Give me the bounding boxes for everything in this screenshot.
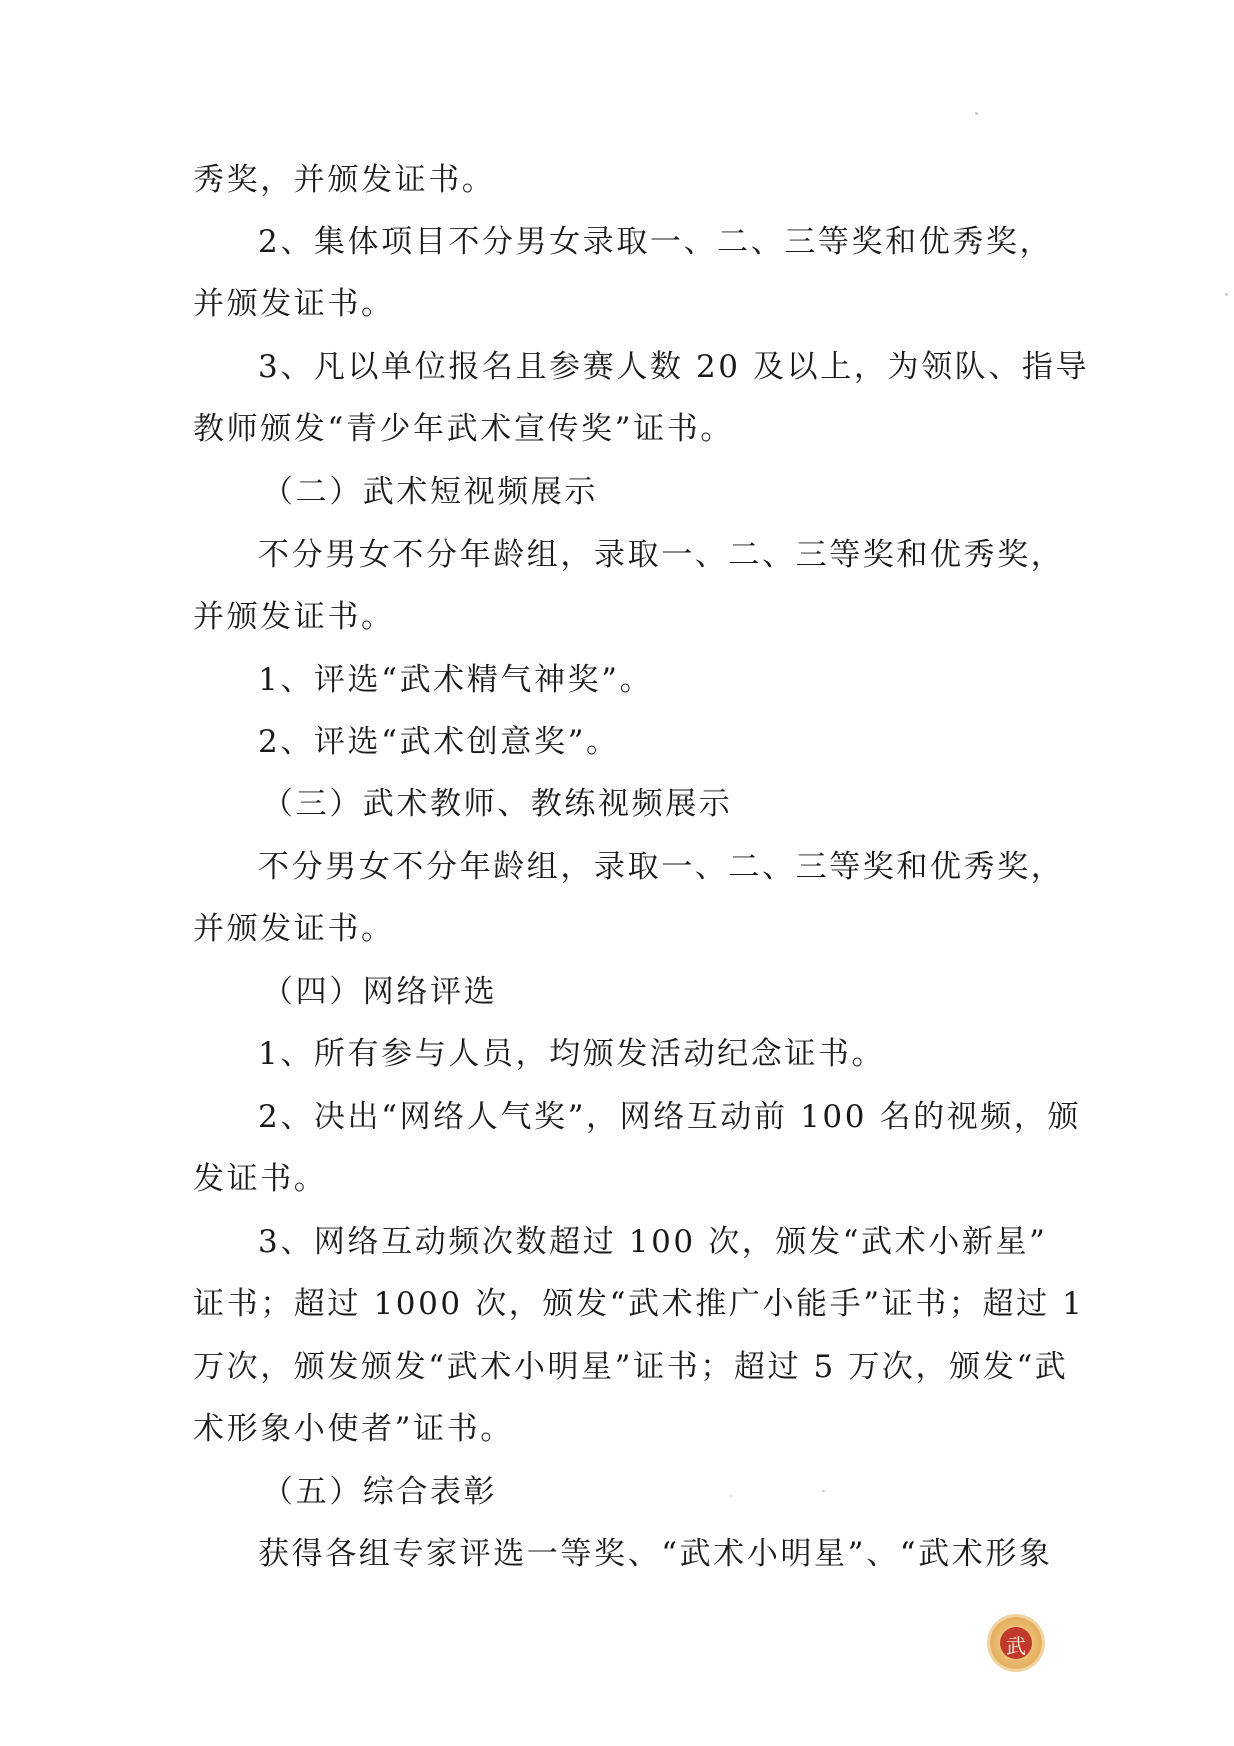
text-line: 秀奖，并颁发证书。 — [193, 162, 496, 198]
seal-stamp-icon — [990, 1617, 1042, 1669]
text-line: 1、所有参与人员，均颁发活动纪念证书。 — [258, 1036, 886, 1072]
text-line: 并颁发证书。 — [193, 599, 395, 635]
text-line: 不分男女不分年龄组，录取一、二、三等奖和优秀奖， — [258, 537, 1065, 573]
text-line: 2、决出“网络人气奖”，网络互动前 100 名的视频，颁 — [258, 1099, 1082, 1135]
text-line: 并颁发证书。 — [193, 911, 395, 947]
text-line: 证书；超过 1000 次，颁发“武术推广小能手”证书；超过 1 — [193, 1286, 1085, 1322]
text-line: 教师颁发“青少年武术宣传奖”证书。 — [193, 411, 734, 447]
scan-speck — [822, 1490, 825, 1492]
text-line: 获得各组专家评选一等奖、“武术小明星”、“武术形象 — [258, 1536, 1053, 1572]
seal-glyph: 武 — [1006, 1634, 1026, 1658]
seal-stamp-center — [1000, 1627, 1032, 1659]
text-line: 发证书。 — [193, 1161, 328, 1197]
text-line: 1、评选“武术精气神奖”。 — [258, 662, 654, 698]
text-line: 2、评选“武术创意奖”。 — [258, 724, 620, 760]
section-heading: （三）武术教师、教练视频展示 — [262, 786, 733, 822]
scan-speck — [1225, 293, 1228, 296]
text-line: 2、集体项目不分男女录取一、二、三等奖和优秀奖， — [258, 224, 1054, 260]
text-line: 万次，颁发颁发“武术小明星”证书；超过 5 万次，颁发“武 — [193, 1349, 1069, 1385]
text-line: 3、凡以单位报名且参赛人数 20 及以上，为领队、指导 — [258, 349, 1090, 385]
text-line: 术形象小使者”证书。 — [193, 1411, 514, 1447]
section-heading: （五）综合表彰 — [262, 1474, 498, 1510]
text-line: 3、网络互动频次数超过 100 次，颁发“武术小新星” — [258, 1224, 1048, 1260]
section-heading: （四）网络评选 — [262, 974, 498, 1010]
text-line: 不分男女不分年龄组，录取一、二、三等奖和优秀奖， — [258, 849, 1065, 885]
scan-speck — [975, 112, 978, 115]
text-line: 并颁发证书。 — [193, 286, 395, 322]
scan-speck — [730, 1495, 732, 1497]
section-heading: （二）武术短视频展示 — [262, 474, 598, 510]
